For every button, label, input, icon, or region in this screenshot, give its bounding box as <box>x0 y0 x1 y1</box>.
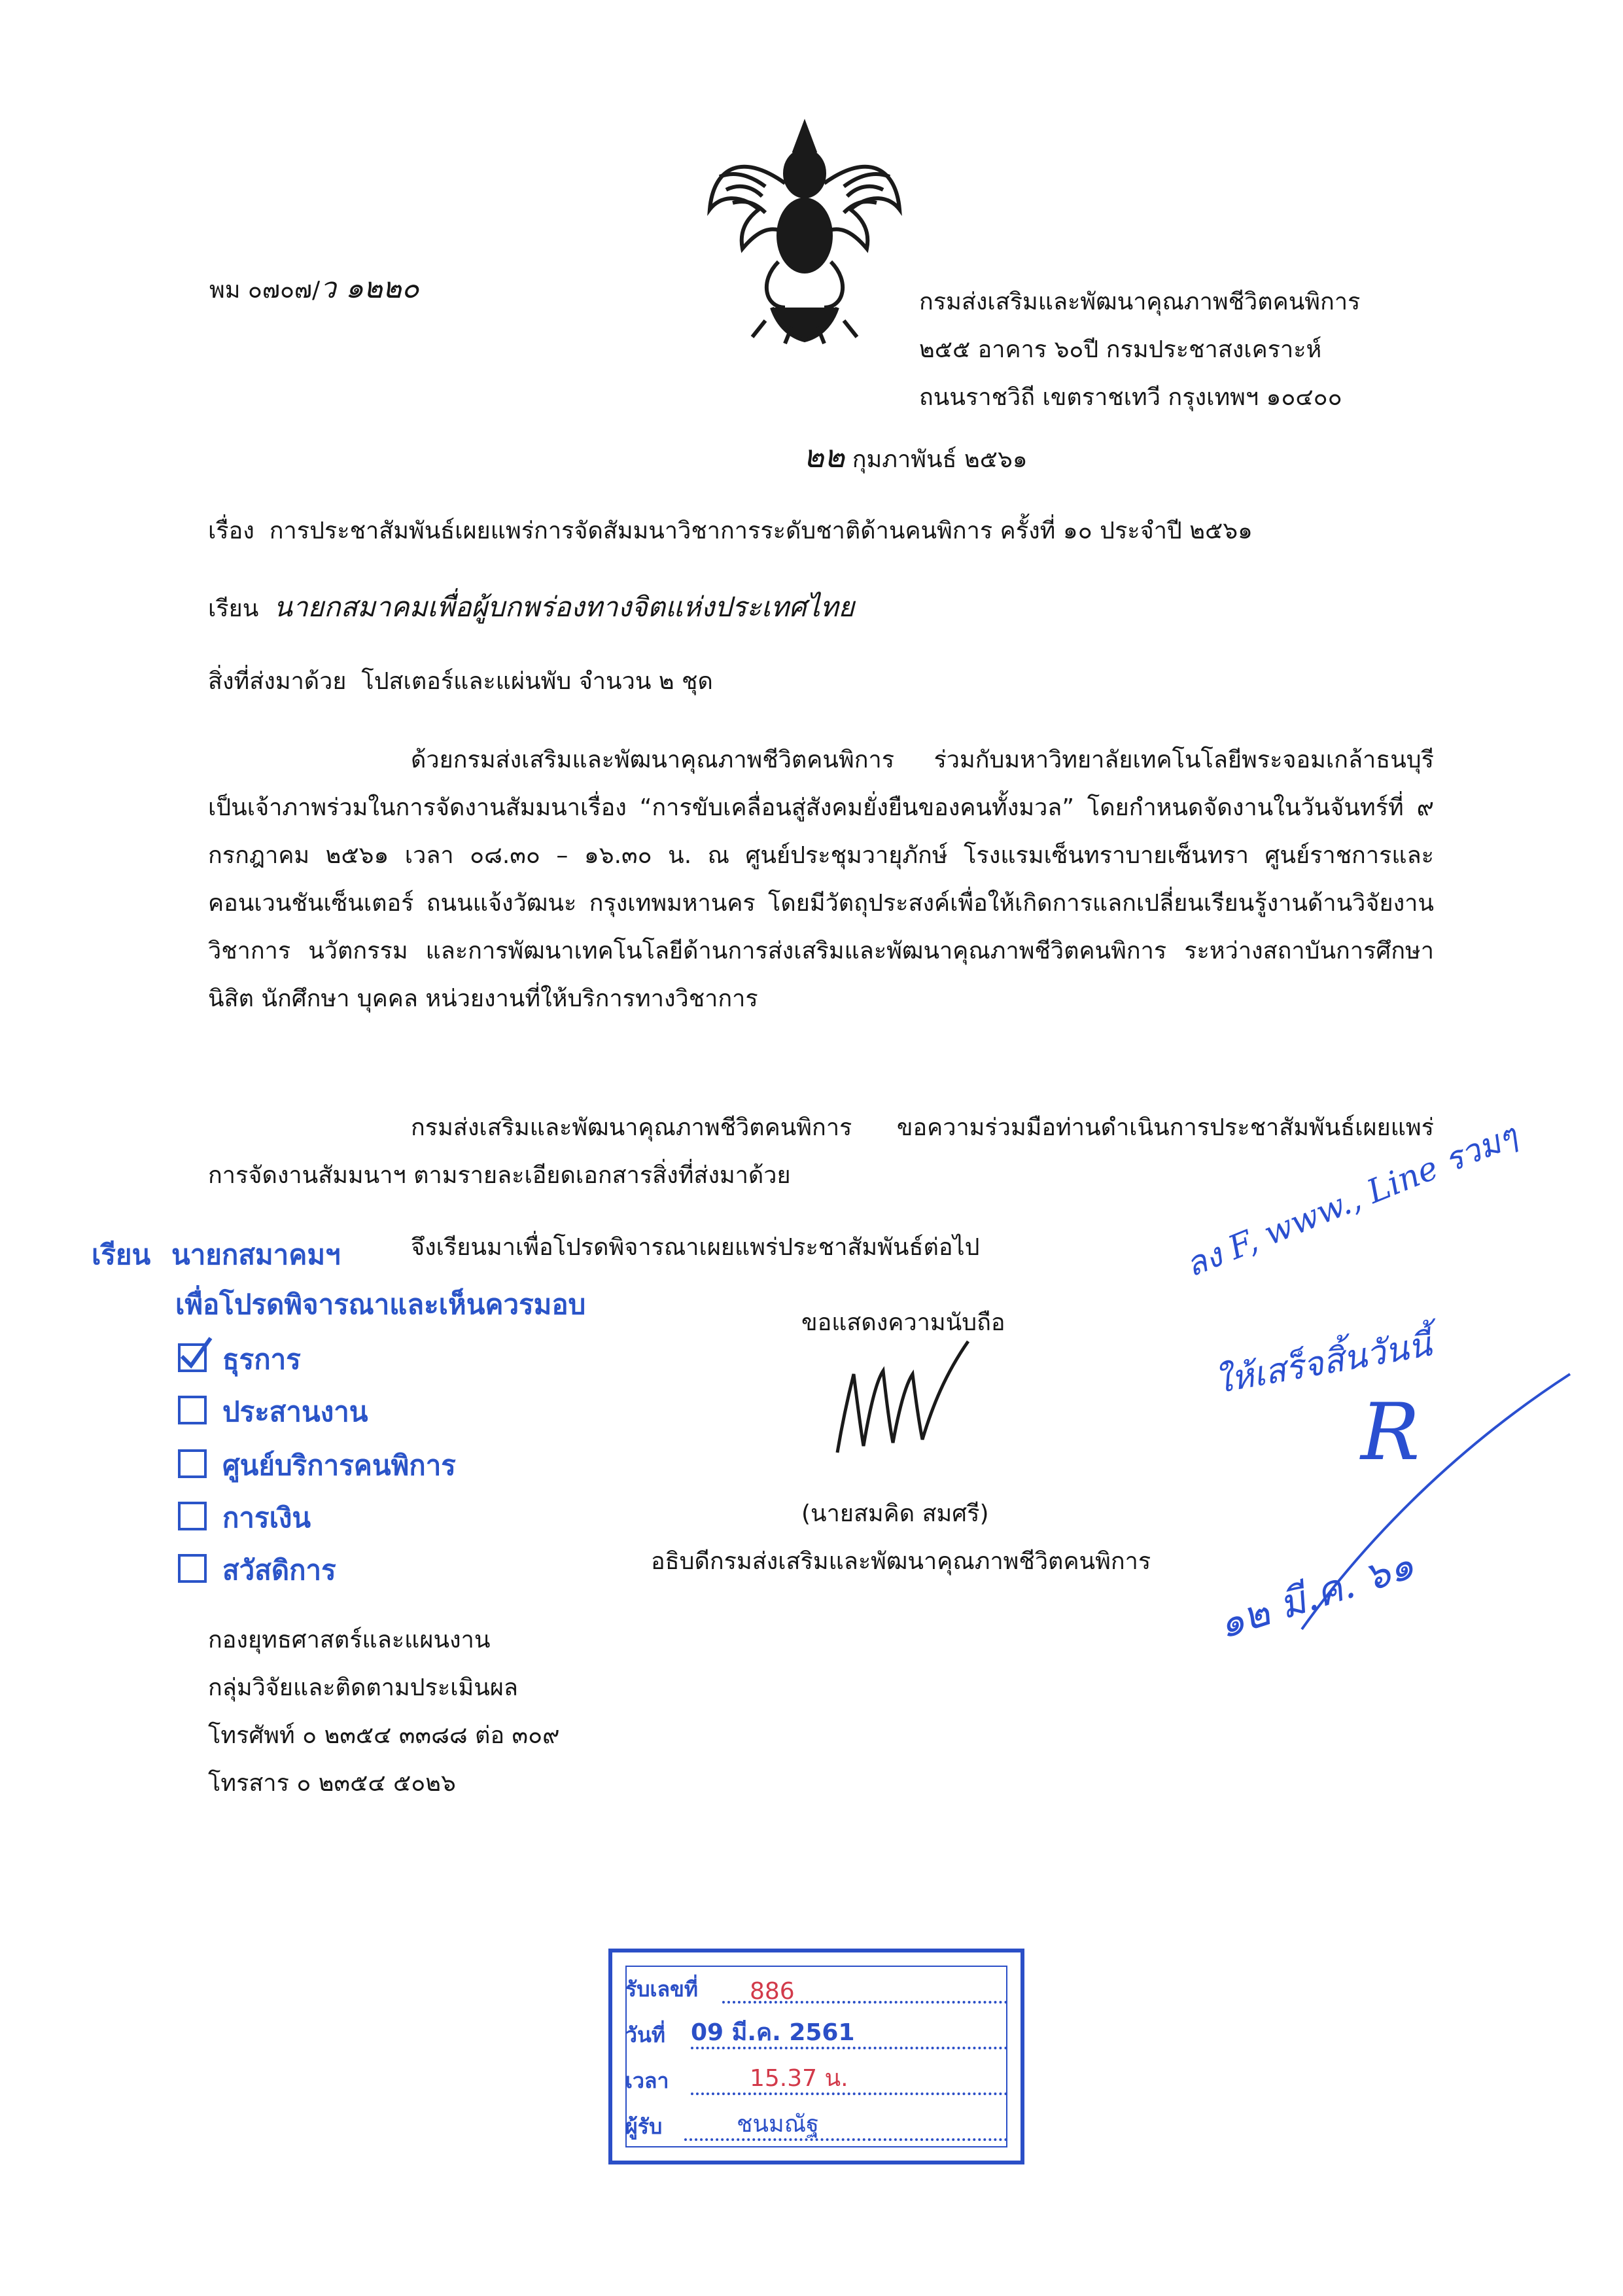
org-address-line3: ถนนราชวิถี เขตราชเทวี กรุงเทพฯ ๑๐๔๐๐ <box>919 384 1342 411</box>
receipt-row-date <box>625 2015 1007 2056</box>
signatory-position: อธิบดีกรมส่งเสริมและพัฒนาคุณภาพชีวิตคนพิการ <box>651 1548 1151 1575</box>
receipt-receiver-value: ชนมณัฐ <box>737 2111 820 2138</box>
receipt-time-label: เวลา <box>625 2068 669 2093</box>
date-month-year: กุมภาพันธ์ ๒๕๖๑ <box>852 446 1028 473</box>
receipt-receiver-label: ผู้รับ <box>625 2114 663 2139</box>
closing-text: ขอแสดงความนับถือ <box>801 1309 1005 1336</box>
recipient-line <box>208 591 854 624</box>
garuda-emblem-icon <box>700 111 909 347</box>
body-p2-text: กรมส่งเสริมและพัฒนาคุณภาพชีวิตคนพิการ ขอความร่วมมือท่านดำเนินการประชาสัมพันธ์เผยแพร่การจัดงานสัมมนาฯ ตามรายละเอียดเอกสารสิ่งที่ส่งมาด้วย <box>208 1114 1434 1189</box>
checkbox-admin[interactable] <box>178 1343 207 1372</box>
footer-division: กองยุทธศาสตร์และแผนงาน <box>208 1627 491 1653</box>
reference-handwritten: ว ๑๒๒๐ <box>320 272 419 305</box>
enclosure-line <box>208 667 713 696</box>
body-p3-text: จึงเรียนมาเพื่อโปรดพิจารณาเผยแพร่ประชาสัมพันธ์ต่อไป <box>411 1234 980 1261</box>
option-service-center: ศูนย์บริการคนพิการ <box>222 1449 456 1481</box>
reference-number <box>209 272 419 306</box>
recipient-handwritten: นายกสมาคมเพื่อผู้บกพร่องทางจิตแห่งประเทศไทย <box>273 591 855 623</box>
subject-line <box>208 517 1253 545</box>
option-admin: ธุรการ <box>222 1343 301 1375</box>
enclosure-text: โปสเตอร์และแผ่นพับ จำนวน ๒ ชุด <box>361 668 713 695</box>
enclosure-label: สิ่งที่ส่งมาด้วย <box>208 668 347 695</box>
receipt-number-value: 886 <box>750 1978 795 2005</box>
subject-text: การประชาสัมพันธ์เผยแพร่การจัดสัมมนาวิชาการระดับชาติด้านคนพิการ ครั้งที่ ๑๐ ประจำปี ๒๕๖๑ <box>269 518 1253 544</box>
footer-group: กลุ่มวิจัยและติดตามประเมินผล <box>208 1674 518 1701</box>
letter-date <box>803 438 1028 476</box>
receipt-number-label: รับเลขที่ <box>625 1977 699 2002</box>
option-welfare: สวัสดิการ <box>222 1554 336 1586</box>
routing-purpose: เพื่อโปรดพิจารณาและเห็นควรมอบ <box>175 1288 586 1320</box>
checkbox-service-center[interactable] <box>178 1449 207 1478</box>
reference-prefix: พม ๐๗๐๗/ <box>209 277 321 304</box>
margin-note-line3: R <box>1361 1387 1420 1478</box>
option-coordination: ประสานงาน <box>222 1396 368 1428</box>
org-address-line2: ๒๕๕ อาคาร ๖๐ปี กรมประชาสงเคราะห์ <box>919 336 1322 363</box>
recipient-label: เรียน <box>208 595 259 622</box>
receipt-stamp <box>608 1949 1024 2164</box>
receipt-time-value: 15.37 น. <box>750 2065 848 2092</box>
routing-stamp <box>92 1233 680 1600</box>
checkbox-finance[interactable] <box>178 1502 207 1530</box>
body-p1-text: ด้วยกรมส่งเสริมและพัฒนาคุณภาพชีวิตคนพิการ ร่วมกับมหาวิทยาลัยเทคโนโลยีพระจอมเกล้าธนบุรี เป็นเจ้าภาพร่วมในการจัดงานสัมมนาเรื่อง “การขับเคลื่อนสู่สังคมยั่งยืนของคนทั้งมวล” โดยกำหนดจัดงานในวันจันทร์ที่ ๙ กรกฎาคม ๒๕๖๑ เวลา ๐๘.๓๐ – ๑๖.๓๐ น. ณ ศูนย์ประชุมวายุภักษ์ โรงแรมเซ็นทราบายเซ็นทรา ศูนย์ราชการและคอนเวนชันเซ็นเตอร์ ถนนแจ้งวัฒนะ กรุงเทพมหานคร โดยมีวัตถุประสงค์เพื่อให้เกิดการแลกเปลี่ยนเรียนรู้งานด้านวิจัยงานวิชาการ นวัตกรรม และการพัฒนาเทคโนโลยีด้านการส่งเสริมและพัฒนาคุณภาพชีวิตคนพิการ ระหว่างสถาบันการศึกษา นิสิต นักศึกษา บุคคล หน่วยงานที่ให้บริการทางวิชาการ <box>208 747 1434 1012</box>
signatory-name: (นายสมคิด สมศรี) <box>801 1500 989 1527</box>
receipt-date-value: 09 มี.ค. 2561 <box>691 2019 855 2046</box>
org-name: กรมส่งเสริมและพัฒนาคุณภาพชีวิตคนพิการ <box>919 289 1361 315</box>
receipt-row-number <box>625 1969 1007 2010</box>
org-address <box>919 278 1360 421</box>
option-finance: การเงิน <box>222 1502 311 1534</box>
footer-fax: โทรสาร ๐ ๒๓๕๔ ๕๐๒๖ <box>208 1770 456 1797</box>
receipt-row-time <box>625 2061 1007 2102</box>
margin-note-date: ๑๒ มี.ค. ๖๑ <box>1213 1542 1420 1648</box>
checkbox-welfare[interactable] <box>178 1554 207 1583</box>
routing-label: เรียน <box>92 1239 151 1271</box>
receipt-date-label: วันที่ <box>625 2022 665 2047</box>
signature-scribble <box>824 1335 981 1466</box>
margin-note <box>1171 1116 1577 1688</box>
receipt-row-receiver <box>625 2107 1007 2147</box>
margin-note-line2: ให้เสร็จสิ้นวันนี้ <box>1212 1324 1435 1402</box>
body-paragraph-1 <box>208 736 1434 1023</box>
date-day-handwritten: ๒๒ <box>803 438 845 475</box>
margin-note-line1: ลง F, www., Line รวมๆ <box>1179 1116 1523 1285</box>
routing-to: นายกสมาคมฯ <box>171 1239 341 1271</box>
subject-label: เรื่อง <box>208 518 254 544</box>
contact-footer <box>208 1616 559 1807</box>
footer-phone: โทรศัพท์ ๐ ๒๓๕๔ ๓๓๘๘ ต่อ ๓๐๙ <box>208 1722 560 1749</box>
checkbox-coordination[interactable] <box>178 1396 207 1424</box>
